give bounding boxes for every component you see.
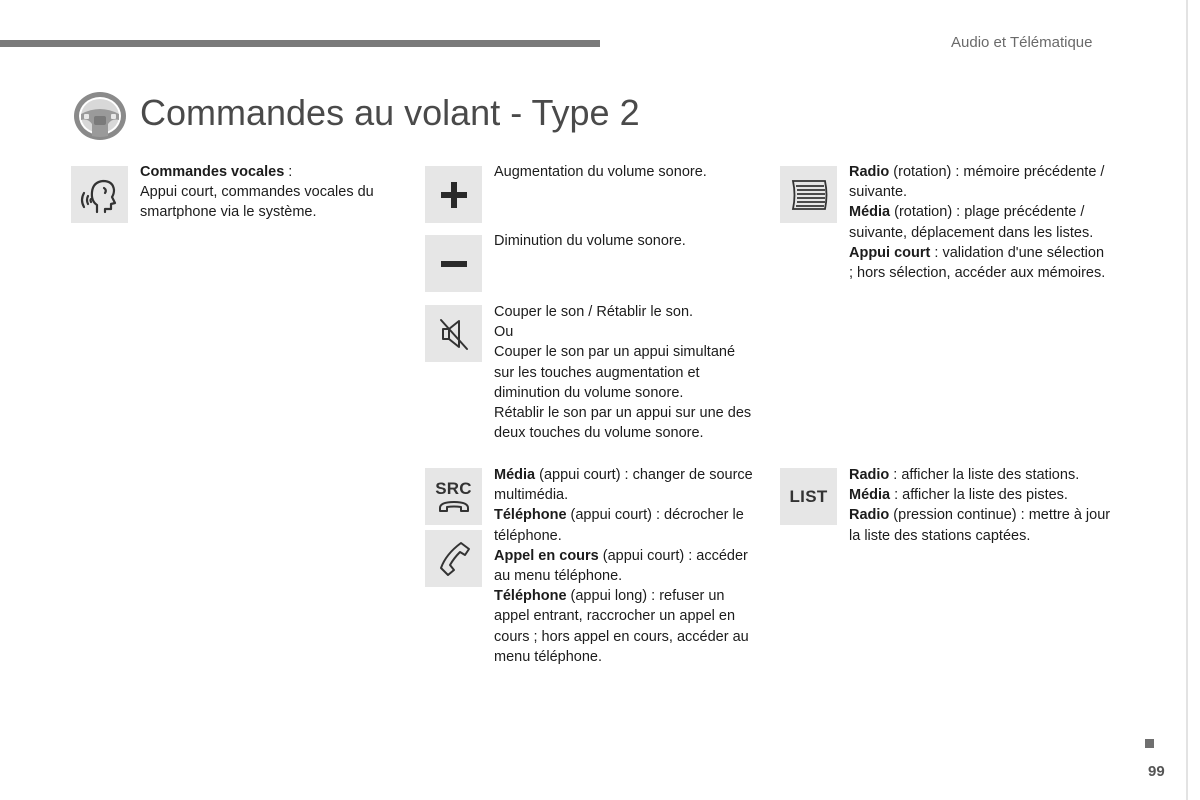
list-text-radio: : afficher la liste des stations. — [889, 467, 1080, 483]
mute-speaker-icon — [425, 305, 482, 362]
voice-command-colon: : — [284, 164, 293, 180]
list-description — [849, 465, 1111, 546]
src-description — [494, 465, 756, 667]
list-text-media: : afficher la liste des pistes. — [890, 487, 1068, 504]
wheel-heading-media: Média — [849, 204, 891, 221]
volume-up-description: Augmentation du volume sonore. — [494, 164, 707, 180]
voice-command-text: Appui court, commandes vocales du smartphone via le système. — [140, 184, 374, 221]
minus-icon — [425, 235, 482, 292]
wheel-heading-radio: Radio — [849, 164, 890, 180]
src-phone-icon — [425, 468, 482, 525]
list-heading-media: Média — [849, 487, 891, 504]
src-text-media: (appui court) : changer de source multimédia. — [494, 467, 753, 504]
page-title: Commandes au volant - Type 2 — [140, 92, 640, 133]
voice-command-description — [140, 162, 402, 223]
mute-description — [494, 302, 756, 443]
src-heading-call: Appel en cours — [494, 547, 599, 564]
list-icon — [780, 468, 837, 525]
header-bar — [0, 40, 600, 47]
voice-command-heading: Commandes vocales — [140, 164, 285, 180]
src-text-telephone-long: (appui long) : refuser un appel entrant, raccrocher un appel en cours ; hors appel en cours, accéder au menu téléphone. — [494, 588, 749, 665]
src-heading-media: Média — [494, 467, 536, 483]
mute-text-1: Couper le son / Rétablir le son. — [494, 304, 694, 320]
wheel-text-radio: (rotation) : mémoire précédente / suivante. — [849, 164, 1105, 201]
mute-text-2: Ou — [494, 324, 514, 341]
phone-handset-icon — [425, 530, 482, 587]
page-edge-rule — [1186, 0, 1188, 800]
list-heading-radio-long: Radio — [849, 507, 890, 524]
volume-down-description: Diminution du volume sonore. — [494, 233, 686, 249]
thumbwheel-icon — [780, 166, 837, 223]
list-button-label: LIST — [789, 486, 828, 506]
mute-text-3: Couper le son par un appui simultané sur les touches augmentation et diminution du volume sonore. — [494, 344, 736, 401]
src-heading-telephone: Téléphone — [494, 507, 567, 524]
src-heading-telephone-long: Téléphone — [494, 588, 567, 605]
wheel-text-press: : validation d'une sélection ; hors sélection, accéder aux mémoires. — [849, 244, 1106, 282]
plus-icon — [425, 166, 482, 223]
wheel-heading-press: Appui court — [849, 244, 931, 261]
list-text-radio-long: (pression continue) : mettre à jour la liste des stations captées. — [849, 507, 1111, 544]
wheel-text-media: (rotation) : plage précédente / suivante, déplacement dans les listes. — [849, 204, 1094, 241]
page-number: 99 — [1148, 763, 1165, 780]
src-text-telephone: (appui court) : décrocher le téléphone. — [494, 507, 744, 544]
section-label: Audio et Télématique — [951, 34, 1093, 51]
mute-text-4: Rétablir le son par un appui sur une des deux touches du volume sonore. — [494, 405, 752, 442]
voice-command-icon — [71, 166, 128, 223]
src-text-call: (appui court) : accéder au menu téléphone. — [494, 547, 748, 585]
steering-wheel-icon — [72, 90, 128, 142]
list-heading-radio: Radio — [849, 467, 890, 483]
page-marker — [1145, 739, 1154, 748]
thumbwheel-description — [849, 162, 1111, 283]
src-button-label: SRC — [435, 478, 472, 498]
